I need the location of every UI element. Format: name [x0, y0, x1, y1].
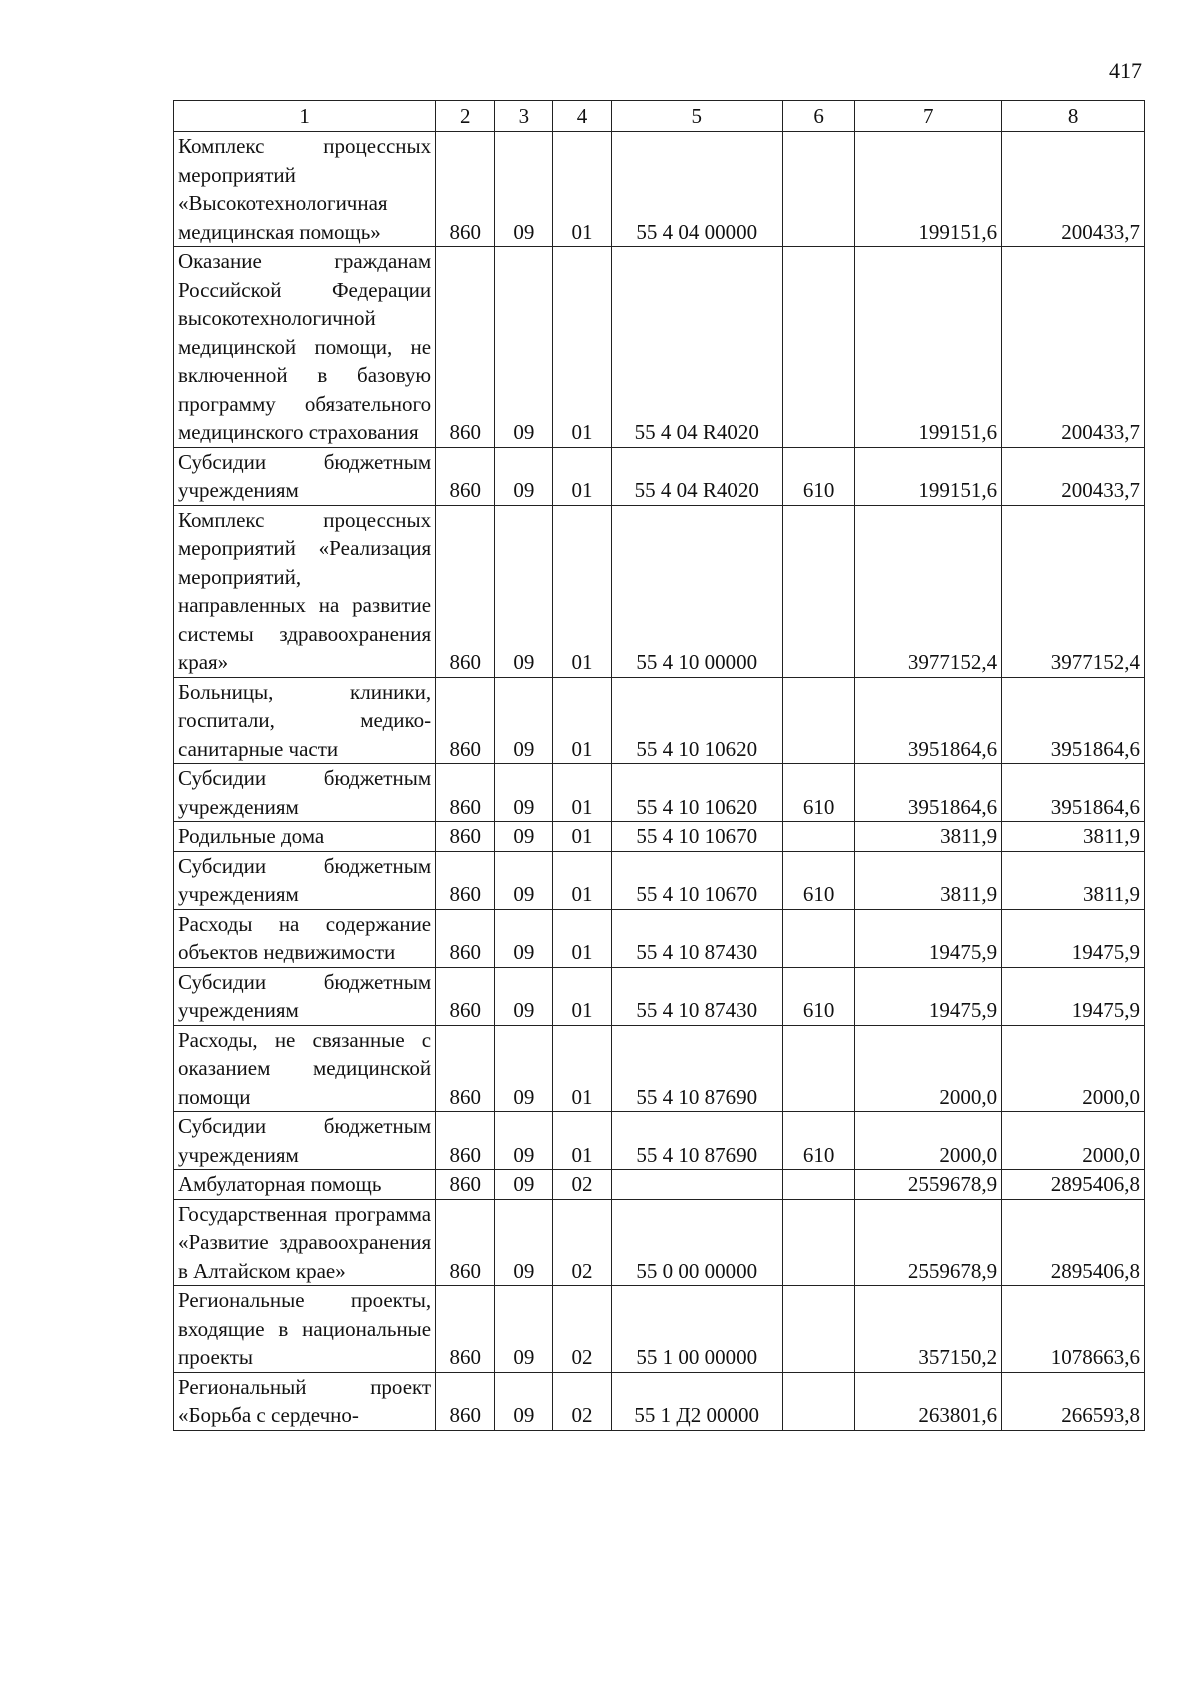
cell-target-article: 55 4 10 87430 — [611, 909, 782, 967]
column-header: 2 — [436, 101, 495, 132]
cell-expense-type — [782, 909, 854, 967]
cell-amount-2: 3951864,6 — [1002, 677, 1145, 764]
row-name: Больницы, клиники, госпитали, медико-санитарные части — [174, 677, 436, 764]
cell-amount-2: 2000,0 — [1002, 1112, 1145, 1170]
cell-section: 09 — [495, 1170, 553, 1200]
cell-amount-2: 200433,7 — [1002, 447, 1145, 505]
column-header: 4 — [553, 101, 611, 132]
cell-amount-2: 19475,9 — [1002, 967, 1145, 1025]
cell-expense-type: 610 — [782, 967, 854, 1025]
cell-section: 09 — [495, 447, 553, 505]
row-name: Расходы на содержание объектов недвижимости — [174, 909, 436, 967]
cell-subsection: 01 — [553, 967, 611, 1025]
cell-amount-1: 2559678,9 — [855, 1199, 1002, 1286]
cell-subsection: 02 — [553, 1199, 611, 1286]
cell-ministry-code: 860 — [436, 505, 495, 677]
cell-amount-1: 3977152,4 — [855, 505, 1002, 677]
row-name: Региональные проекты, входящие в национальные проекты — [174, 1286, 436, 1373]
cell-subsection: 01 — [553, 1025, 611, 1112]
cell-expense-type — [782, 1170, 854, 1200]
cell-subsection: 01 — [553, 851, 611, 909]
cell-target-article: 55 0 00 00000 — [611, 1199, 782, 1286]
table-row — [174, 909, 1145, 967]
cell-amount-1: 2559678,9 — [855, 1170, 1002, 1200]
row-name: Оказание гражданам Российской Федерации высокотехнологичной медицинской помощи, не включенной в базовую программу обязательного медицинского страхования — [174, 247, 436, 448]
table-row — [174, 764, 1145, 822]
cell-section: 09 — [495, 1112, 553, 1170]
cell-subsection: 02 — [553, 1372, 611, 1430]
cell-subsection: 01 — [553, 447, 611, 505]
cell-ministry-code: 860 — [436, 822, 495, 852]
cell-target-article: 55 4 10 87430 — [611, 967, 782, 1025]
cell-section: 09 — [495, 1372, 553, 1430]
cell-section: 09 — [495, 677, 553, 764]
column-header: 3 — [495, 101, 553, 132]
cell-ministry-code: 860 — [436, 1286, 495, 1373]
cell-section: 09 — [495, 1199, 553, 1286]
cell-subsection: 01 — [553, 677, 611, 764]
row-name: Субсидии бюджетным учреждениям — [174, 764, 436, 822]
cell-ministry-code: 860 — [436, 247, 495, 448]
cell-target-article: 55 1 Д2 00000 — [611, 1372, 782, 1430]
cell-amount-1: 19475,9 — [855, 909, 1002, 967]
header-row — [174, 101, 1145, 132]
cell-target-article: 55 4 10 10620 — [611, 764, 782, 822]
cell-amount-2: 266593,8 — [1002, 1372, 1145, 1430]
cell-ministry-code: 860 — [436, 909, 495, 967]
cell-target-article: 55 4 10 00000 — [611, 505, 782, 677]
cell-section: 09 — [495, 967, 553, 1025]
row-name: Субсидии бюджетным учреждениям — [174, 1112, 436, 1170]
cell-ministry-code: 860 — [436, 1372, 495, 1430]
cell-section: 09 — [495, 505, 553, 677]
cell-expense-type — [782, 505, 854, 677]
table-row — [174, 132, 1145, 247]
cell-amount-1: 19475,9 — [855, 967, 1002, 1025]
cell-ministry-code: 860 — [436, 1025, 495, 1112]
cell-target-article: 55 4 10 10670 — [611, 822, 782, 852]
cell-subsection: 02 — [553, 1170, 611, 1200]
cell-subsection: 01 — [553, 909, 611, 967]
cell-amount-2: 3977152,4 — [1002, 505, 1145, 677]
page-number: 417 — [1109, 58, 1142, 83]
table-row — [174, 1025, 1145, 1112]
cell-subsection: 01 — [553, 132, 611, 247]
cell-amount-2: 3811,9 — [1002, 851, 1145, 909]
column-header: 5 — [611, 101, 782, 132]
cell-subsection: 01 — [553, 247, 611, 448]
cell-section: 09 — [495, 851, 553, 909]
cell-subsection: 01 — [553, 505, 611, 677]
cell-subsection: 01 — [553, 764, 611, 822]
cell-target-article: 55 1 00 00000 — [611, 1286, 782, 1373]
cell-target-article: 55 4 04 R4020 — [611, 447, 782, 505]
cell-ministry-code: 860 — [436, 677, 495, 764]
table-row — [174, 677, 1145, 764]
row-name: Региональный проект «Борьба с сердечно- — [174, 1372, 436, 1430]
table-row — [174, 822, 1145, 852]
cell-amount-1: 199151,6 — [855, 132, 1002, 247]
table-row — [174, 247, 1145, 448]
row-name: Комплекс процессных мероприятий «Реализация мероприятий, направленных на развитие системы здравоохранения края» — [174, 505, 436, 677]
cell-section: 09 — [495, 132, 553, 247]
cell-subsection: 02 — [553, 1286, 611, 1373]
cell-section: 09 — [495, 1025, 553, 1112]
row-name: Расходы, не связанные с оказанием медицинской помощи — [174, 1025, 436, 1112]
budget-table — [173, 100, 1145, 1431]
row-name: Комплекс процессных мероприятий «Высокотехнологичная медицинская помощь» — [174, 132, 436, 247]
cell-amount-2: 19475,9 — [1002, 909, 1145, 967]
cell-amount-1: 3951864,6 — [855, 764, 1002, 822]
table-row — [174, 1372, 1145, 1430]
cell-expense-type: 610 — [782, 1112, 854, 1170]
cell-expense-type — [782, 247, 854, 448]
row-name: Государственная программа «Развитие здравоохранения в Алтайском крае» — [174, 1199, 436, 1286]
cell-amount-2: 200433,7 — [1002, 247, 1145, 448]
row-name: Субсидии бюджетным учреждениям — [174, 967, 436, 1025]
cell-amount-2: 200433,7 — [1002, 132, 1145, 247]
cell-target-article: 55 4 10 10620 — [611, 677, 782, 764]
table-row — [174, 505, 1145, 677]
cell-ministry-code: 860 — [436, 851, 495, 909]
cell-ministry-code: 860 — [436, 967, 495, 1025]
cell-ministry-code: 860 — [436, 447, 495, 505]
cell-section: 09 — [495, 909, 553, 967]
cell-amount-1: 357150,2 — [855, 1286, 1002, 1373]
cell-ministry-code: 860 — [436, 1170, 495, 1200]
cell-amount-2: 2895406,8 — [1002, 1170, 1145, 1200]
table-row — [174, 1112, 1145, 1170]
cell-target-article: 55 4 04 R4020 — [611, 247, 782, 448]
table-row — [174, 967, 1145, 1025]
cell-subsection: 01 — [553, 1112, 611, 1170]
column-header: 1 — [174, 101, 436, 132]
cell-amount-1: 199151,6 — [855, 247, 1002, 448]
table-row — [174, 1286, 1145, 1373]
cell-amount-2: 2000,0 — [1002, 1025, 1145, 1112]
cell-subsection: 01 — [553, 822, 611, 852]
cell-ministry-code: 860 — [436, 132, 495, 247]
cell-amount-1: 2000,0 — [855, 1025, 1002, 1112]
cell-amount-1: 3811,9 — [855, 851, 1002, 909]
cell-amount-2: 3951864,6 — [1002, 764, 1145, 822]
cell-expense-type: 610 — [782, 447, 854, 505]
cell-expense-type — [782, 1025, 854, 1112]
cell-section: 09 — [495, 822, 553, 852]
row-name: Родильные дома — [174, 822, 436, 852]
cell-ministry-code: 860 — [436, 1199, 495, 1286]
cell-ministry-code: 860 — [436, 1112, 495, 1170]
table-row — [174, 1170, 1145, 1200]
cell-expense-type — [782, 1199, 854, 1286]
cell-target-article: 55 4 04 00000 — [611, 132, 782, 247]
row-name: Амбулаторная помощь — [174, 1170, 436, 1200]
cell-amount-2: 3811,9 — [1002, 822, 1145, 852]
column-header: 8 — [1002, 101, 1145, 132]
cell-target-article: 55 4 10 10670 — [611, 851, 782, 909]
row-name: Субсидии бюджетным учреждениям — [174, 447, 436, 505]
table-row — [174, 851, 1145, 909]
cell-target-article — [611, 1170, 782, 1200]
cell-expense-type: 610 — [782, 851, 854, 909]
cell-target-article: 55 4 10 87690 — [611, 1025, 782, 1112]
cell-amount-1: 263801,6 — [855, 1372, 1002, 1430]
cell-amount-2: 1078663,6 — [1002, 1286, 1145, 1373]
cell-amount-1: 2000,0 — [855, 1112, 1002, 1170]
cell-expense-type — [782, 1372, 854, 1430]
cell-ministry-code: 860 — [436, 764, 495, 822]
table-row — [174, 1199, 1145, 1286]
cell-expense-type: 610 — [782, 764, 854, 822]
cell-amount-1: 3811,9 — [855, 822, 1002, 852]
cell-expense-type — [782, 677, 854, 764]
cell-amount-2: 2895406,8 — [1002, 1199, 1145, 1286]
column-header: 7 — [855, 101, 1002, 132]
row-name: Субсидии бюджетным учреждениям — [174, 851, 436, 909]
cell-amount-1: 199151,6 — [855, 447, 1002, 505]
cell-expense-type — [782, 132, 854, 247]
cell-amount-1: 3951864,6 — [855, 677, 1002, 764]
cell-section: 09 — [495, 764, 553, 822]
cell-section: 09 — [495, 1286, 553, 1373]
cell-section: 09 — [495, 247, 553, 448]
column-header: 6 — [782, 101, 854, 132]
cell-target-article: 55 4 10 87690 — [611, 1112, 782, 1170]
cell-expense-type — [782, 822, 854, 852]
table-row — [174, 447, 1145, 505]
cell-expense-type — [782, 1286, 854, 1373]
